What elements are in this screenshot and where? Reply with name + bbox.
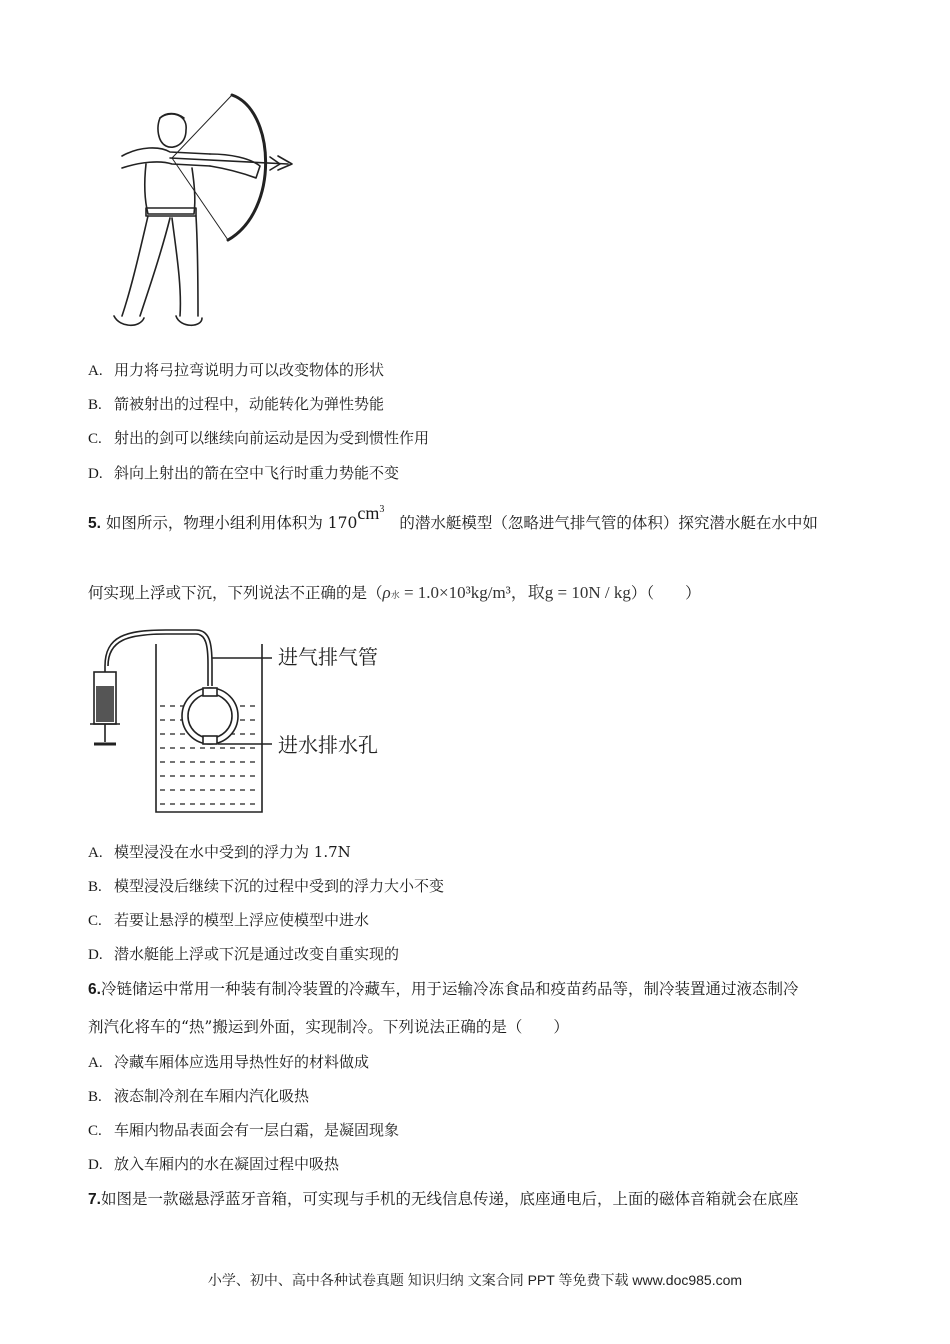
q5-option-c [88,910,369,931]
q6-option-c [88,1120,399,1141]
question-number: 7. [88,1191,101,1208]
option-label: A. [88,1055,103,1071]
option-text: 潜水艇能上浮或下沉是通过改变自重实现的 [114,945,400,963]
label-hole: 进水排水孔 [278,735,378,757]
q5-option-d [88,944,399,965]
option-label: C. [88,913,102,929]
option-label: B. [88,397,102,413]
option-label: B. [88,1089,102,1105]
volume-unit [357,503,384,523]
option-label: C. [88,431,102,447]
q4-option-b [88,394,384,415]
option-text: 用力将弓拉弯说明力可以改变物体的形状 [114,361,385,379]
option-text: 若要让悬浮的模型上浮应使模型中进水 [114,911,370,929]
option-label: B. [88,879,102,895]
q6-stem-line1 [88,978,798,1001]
option-label: A. [88,845,103,861]
option-text: 车厢内物品表面会有一层白霜，是凝固现象 [114,1121,400,1139]
q4-option-d [88,463,399,484]
page-footer: 小学、初中、高中各种试卷真题 知识归纳 文案合同 PPT 等免费下载 www.doc985.com [207,1272,743,1288]
archer-figure [110,90,305,332]
q5-text-b: 的潜水艇模型（忽略进气排气管的体积）探究潜水艇在水中如 [399,514,818,532]
option-text: 放入车厢内的水在凝固过程中吸热 [114,1155,340,1173]
q5-formula [383,583,631,602]
option-text: 射出的剑可以继续向前运动是因为受到惯性作用 [114,429,430,447]
q4-option-a [88,360,384,381]
question-number: 5. [88,515,101,532]
q5-text-a: 如图所示，物理小组利用体积为 170 [105,514,358,532]
submarine-figure [86,624,406,824]
q6-text-1: 冷链储运中常用一种装有制冷装置的冷藏车，用于运输冷冻食品和疫苗药品等，制冷装置通过液态制冷 [100,980,799,998]
option-label: D. [88,1157,103,1173]
q6-option-a [88,1052,369,1073]
option-label: C. [88,1123,102,1139]
option-text: 模型浸没在水中受到的浮力为 1.7N [114,843,351,861]
q5-stem-line1 [88,503,818,535]
option-text: 冷藏车厢体应选用导热性好的材料做成 [114,1053,370,1071]
q6-option-b [88,1086,309,1107]
q7-stem-line1 [88,1188,798,1211]
unit-text: cm [357,503,380,523]
q4-option-c [88,428,429,449]
label-pipe: 进气排气管 [278,647,378,669]
question-number: 6. [88,981,101,998]
q5-option-a [88,842,351,863]
q5-text-d: ）（ ） [630,584,701,602]
rho-subscript: 水 [390,590,400,600]
q6-stem-line2 [88,1016,569,1038]
q7-text-1: 如图是一款磁悬浮蓝牙音箱，可实现与手机的无线信息传递，底座通电后，上面的磁体音箱就会在底座 [100,1190,799,1208]
q5-text-c: 何实现上浮或下沉，下列说法不正确的是（ [88,584,383,602]
option-label: A. [88,363,103,379]
q6-text-2: 剂汽化将车的“热”搬运到外面，实现制冷。下列说法正确的是（ ） [88,1018,569,1036]
option-text: 箭被射出的过程中，动能转化为弹性势能 [114,395,385,413]
option-text: 斜向上射出的箭在空中飞行时重力势能不变 [114,464,400,482]
unit-exponent: 3 [379,504,385,515]
option-text: 液态制冷剂在车厢内汽化吸热 [114,1087,310,1105]
q6-option-d [88,1154,339,1175]
option-text: 模型浸没后继续下沉的过程中受到的浮力大小不变 [114,877,445,895]
formula-rest: = 1.0×10³kg/m³，取g = 10N / kg [399,583,631,602]
q5-stem-line2 [88,582,701,606]
option-label: D. [88,466,103,482]
rho-symbol: ρ [382,583,391,602]
q5-option-b [88,876,444,897]
option-label: D. [88,947,103,963]
